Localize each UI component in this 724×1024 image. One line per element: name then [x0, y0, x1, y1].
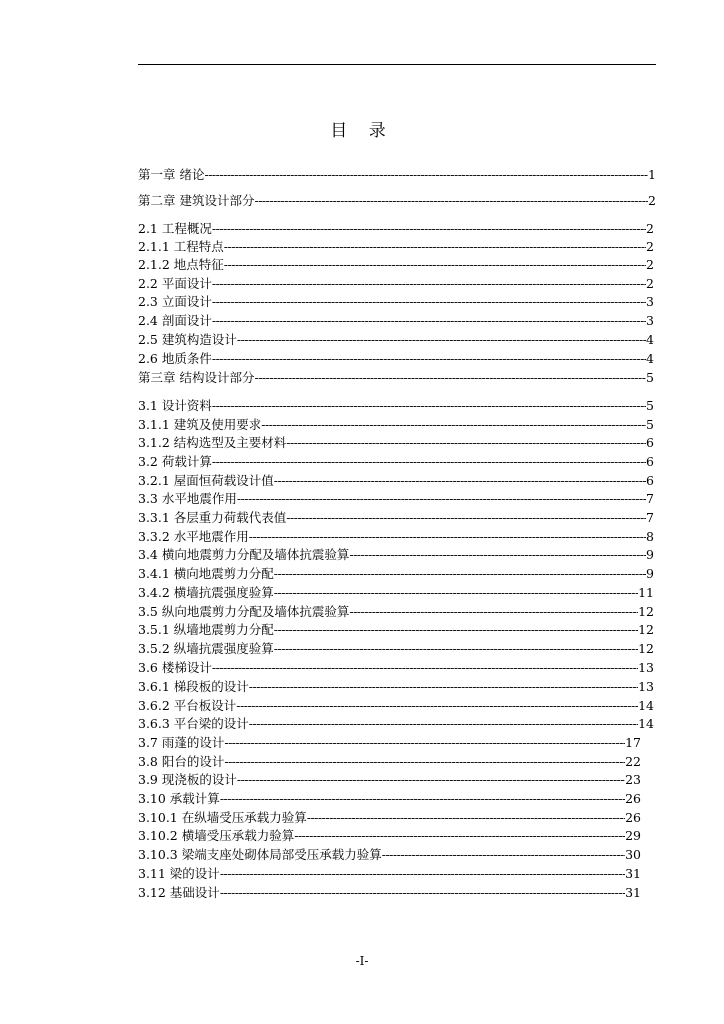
toc-entry-page: 13	[638, 679, 654, 694]
toc-entry-label: 3.7 雨蓬的设计	[138, 735, 225, 750]
toc-entry[interactable]	[138, 583, 654, 600]
toc-leader-dots	[236, 698, 638, 713]
toc-entry-label: 2.1.1 工程特点	[138, 239, 224, 254]
toc-entry-label: 第一章 绪论	[138, 167, 205, 182]
toc-entry-label: 3.5 纵向地震剪力分配及墙体抗震验算	[138, 604, 350, 619]
toc-entry-page: 2	[648, 193, 656, 208]
toc-entry-page: 2	[646, 221, 654, 236]
toc-leader-dots	[220, 791, 625, 806]
toc-entry[interactable]	[138, 452, 654, 469]
page-number: -I-	[355, 954, 369, 968]
toc-entry-page: 3	[646, 313, 654, 328]
toc-entry[interactable]	[138, 658, 654, 675]
toc-entry[interactable]	[138, 564, 654, 581]
toc-leader-dots	[212, 294, 646, 309]
toc-entry-label: 3.8 阳台的设计	[138, 754, 225, 769]
toc-entry-label: 3.4.2 横墙抗震强度验算	[138, 585, 274, 600]
toc-leader-dots	[224, 754, 625, 769]
toc-entry-label: 3.1.1 建筑及使用要求	[138, 417, 262, 432]
toc-entry-label: 3.6.3 平台梁的设计	[138, 716, 249, 731]
toc-entry-page: 29	[625, 828, 641, 843]
toc-entry-page: 2	[646, 239, 654, 254]
toc-entry-page: 11	[638, 585, 654, 600]
toc-entry-page: 5	[646, 370, 654, 385]
toc-entry[interactable]	[138, 396, 654, 413]
toc-leader-dots	[261, 417, 646, 432]
toc-leader-dots	[254, 370, 646, 385]
toc-entry-page: 9	[646, 547, 654, 562]
toc-entry-label: 3.10.3 梁端支座处砌体局部受压承载力验算	[138, 847, 382, 862]
toc-entry-label: 3.1.2 结构选型及主要材料	[138, 435, 287, 450]
toc-entry-page: 17	[625, 735, 641, 750]
toc-entry-page: 4	[646, 351, 654, 366]
toc-entry-page: 6	[646, 473, 654, 488]
toc-leader-dots	[254, 193, 648, 208]
toc-entry-page: 2	[646, 276, 654, 291]
toc-leader-dots	[249, 529, 646, 544]
toc-entry-page: 7	[646, 491, 654, 506]
toc-entry-label: 3.4.1 横向地震剪力分配	[138, 566, 274, 581]
toc-entry-label: 3.1 设计资料	[138, 398, 212, 413]
toc-leader-dots	[274, 473, 646, 488]
toc-leader-dots	[212, 351, 646, 366]
toc-entry-page: 7	[646, 510, 654, 525]
toc-leader-dots	[212, 221, 646, 236]
toc-entry-page: 6	[646, 454, 654, 469]
toc-entry-label: 3.3.1 各层重力荷载代表值	[138, 510, 287, 525]
toc-entry-label: 2.5 建筑构造设计	[138, 332, 237, 347]
toc-entry-page: 31	[625, 866, 641, 881]
toc-entry-label: 3.4 横向地震剪力分配及墙体抗震验算	[138, 547, 350, 562]
toc-leader-dots	[224, 239, 646, 254]
toc-entry[interactable]	[138, 826, 641, 843]
toc-leader-dots	[274, 566, 646, 581]
toc-entry[interactable]	[138, 714, 654, 731]
toc-entry-page: 4	[646, 332, 654, 347]
toc-entry[interactable]	[138, 620, 654, 637]
toc-entry-page: 12	[638, 604, 654, 619]
toc-entry-label: 2.2 平面设计	[138, 276, 212, 291]
toc-leader-dots	[307, 810, 625, 825]
toc-leader-dots	[204, 167, 648, 182]
toc-entry[interactable]	[138, 677, 654, 694]
toc-leader-dots	[349, 604, 638, 619]
toc-entry-page: 1	[648, 167, 656, 182]
toc-entry[interactable]	[138, 770, 641, 787]
toc-entry-label: 3.6.1 梯段板的设计	[138, 679, 249, 694]
toc-entry-page: 8	[646, 529, 654, 544]
toc-entry[interactable]	[138, 433, 654, 450]
toc-leader-dots	[249, 679, 638, 694]
toc-entry-page: 3	[646, 294, 654, 309]
toc-entry-label: 2.3 立面设计	[138, 294, 212, 309]
toc-entry[interactable]	[138, 696, 654, 713]
toc-entry[interactable]	[138, 368, 654, 385]
toc-entry-label: 第三章 结构设计部分	[138, 370, 255, 385]
toc-leader-dots	[274, 641, 638, 656]
toc-entry[interactable]	[138, 349, 654, 366]
toc-entry-page: 9	[646, 566, 654, 581]
toc-entry-label: 3.5.2 纵墙抗震强度验算	[138, 641, 274, 656]
toc-entry-label: 3.2.1 屋面恒荷载设计值	[138, 473, 274, 488]
toc-entry-label: 第二章 建筑设计部分	[138, 193, 255, 208]
toc-entry-label: 2.6 地质条件	[138, 351, 212, 366]
toc-entry[interactable]	[138, 883, 641, 900]
toc-entry-page: 5	[646, 417, 654, 432]
toc-entry[interactable]	[138, 330, 654, 347]
toc-entry-page: 12	[638, 641, 654, 656]
toc-entry-page: 30	[625, 847, 641, 862]
toc-entry-page: 31	[625, 885, 641, 900]
toc-entry-page: 2	[646, 257, 654, 272]
toc-leader-dots	[349, 547, 646, 562]
toc-leader-dots	[212, 313, 646, 328]
toc-entry[interactable]	[138, 545, 654, 562]
toc-entry-label: 3.10.2 横墙受压承载力验算	[138, 828, 295, 843]
toc-entry-label: 3.10.1 在纵墙受压承载力验算	[138, 810, 307, 825]
toc-leader-dots	[237, 491, 646, 506]
toc-entry-page: 6	[646, 435, 654, 450]
toc-entry[interactable]	[138, 237, 654, 254]
toc-entry-label: 3.3 水平地震作用	[138, 491, 237, 506]
toc-leader-dots	[286, 510, 646, 525]
toc-leader-dots	[274, 622, 638, 637]
toc-entry[interactable]	[138, 752, 641, 769]
toc-entry[interactable]	[138, 845, 641, 862]
toc-entry[interactable]	[138, 311, 654, 328]
toc-leader-dots	[274, 585, 638, 600]
toc-entry-page: 5	[646, 398, 654, 413]
toc-entry[interactable]	[138, 292, 654, 309]
toc-entry[interactable]	[138, 165, 656, 182]
toc-entry-page: 13	[638, 660, 654, 675]
toc-leader-dots	[212, 276, 646, 291]
toc-entry-label: 2.1.2 地点特征	[138, 257, 224, 272]
toc-entry-page: 14	[638, 716, 654, 731]
toc-entry-page: 12	[638, 622, 654, 637]
toc-entry-label: 3.6 楼梯设计	[138, 660, 212, 675]
toc-leader-dots	[382, 847, 625, 862]
toc-entry-label: 2.4 剖面设计	[138, 313, 212, 328]
toc-leader-dots	[237, 332, 646, 347]
toc-entry-page: 22	[625, 754, 641, 769]
toc-entry[interactable]	[138, 274, 654, 291]
toc-entry[interactable]	[138, 639, 654, 656]
toc-leader-dots	[220, 885, 625, 900]
toc-entry[interactable]	[138, 219, 654, 236]
toc-leader-dots	[249, 716, 638, 731]
toc-leader-dots	[237, 772, 625, 787]
toc-entry-label: 3.6.2 平台板设计	[138, 698, 237, 713]
toc-leader-dots	[224, 257, 646, 272]
toc-entry-page: 26	[625, 810, 641, 825]
toc-leader-dots	[212, 660, 638, 675]
toc-entry-label: 2.1 工程概况	[138, 221, 212, 236]
toc-entry-label: 3.12 基础设计	[138, 885, 220, 900]
toc-leader-dots	[212, 454, 646, 469]
page-title: 目 录	[330, 121, 394, 141]
toc-leader-dots	[286, 435, 646, 450]
toc-entry-page: 23	[625, 772, 641, 787]
toc-entry-label: 3.2 荷载计算	[138, 454, 212, 469]
toc-entry[interactable]	[138, 191, 656, 208]
toc-entry-label: 3.10 承载计算	[138, 791, 220, 806]
toc-entry-page: 14	[638, 698, 654, 713]
toc-entry-label: 3.11 梁的设计	[138, 866, 220, 881]
toc-entry[interactable]	[138, 733, 641, 750]
toc-entry[interactable]	[138, 527, 654, 544]
toc-entry-label: 3.9 现浇板的设计	[138, 772, 237, 787]
toc-leader-dots	[224, 735, 625, 750]
toc-leader-dots	[212, 398, 646, 413]
toc-entry[interactable]	[138, 789, 641, 806]
toc-entry[interactable]	[138, 508, 654, 525]
toc-entry[interactable]	[138, 602, 654, 619]
toc-entry-page: 26	[625, 791, 641, 806]
toc-entry[interactable]	[138, 864, 641, 881]
toc-entry[interactable]	[138, 808, 641, 825]
toc-entry[interactable]	[138, 415, 654, 432]
toc-leader-dots	[220, 866, 625, 881]
toc-entry-label: 3.5.1 纵墙地震剪力分配	[138, 622, 274, 637]
toc-leader-dots	[294, 828, 625, 843]
toc-entry[interactable]	[138, 471, 654, 488]
toc-entry[interactable]	[138, 489, 654, 506]
toc-entry-label: 3.3.2 水平地震作用	[138, 529, 249, 544]
toc-entry[interactable]	[138, 255, 654, 272]
